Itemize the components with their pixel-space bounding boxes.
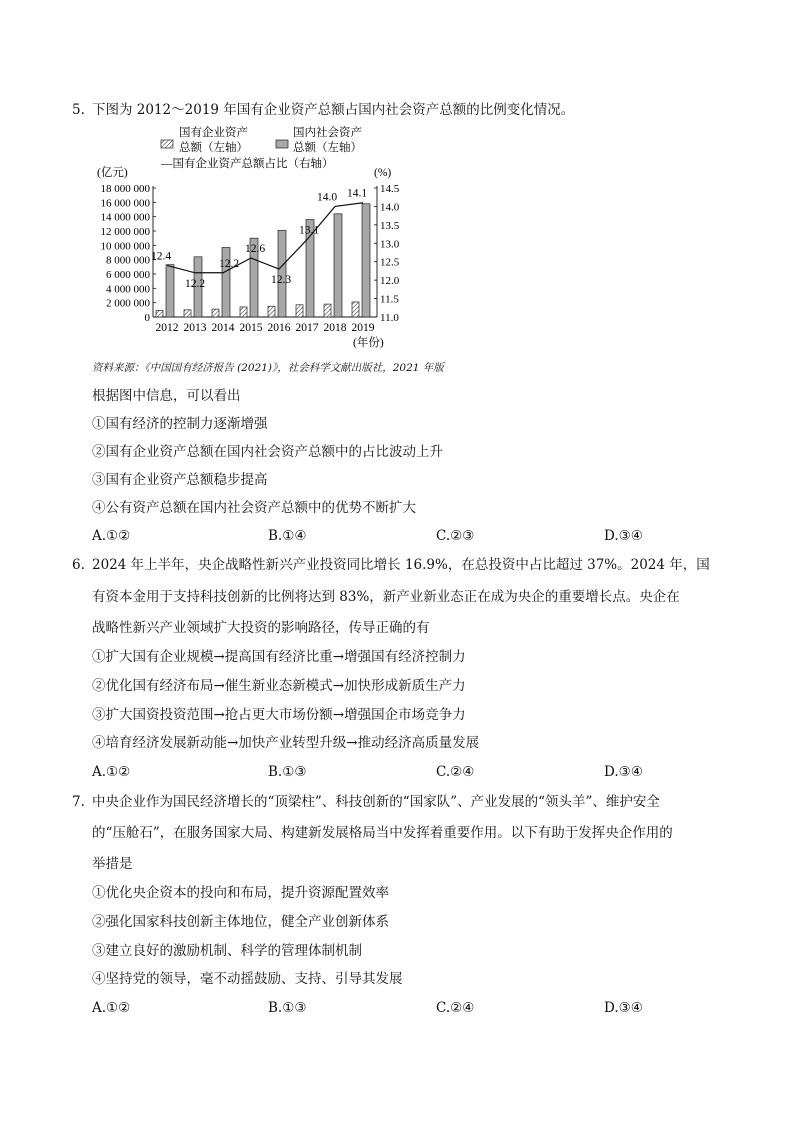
legend-label-ratio: —国有企业资产总额占比（右轴） (161, 158, 334, 170)
ratio-data-label: 12.4 (150, 250, 172, 263)
soe-asset-bar (156, 311, 163, 317)
q7-number: 7. (72, 794, 85, 810)
q5-stem: 下图为 2012～2019 年国有企业资产总额占国内社会资产总额的比例变化情况。 (92, 102, 575, 118)
chart-bars (156, 204, 370, 317)
q7-stem-line-2: 的“压舱石”，在服务国家大局、构建新发展格局当中发挥着重要作用。以下有助于发挥央企作用的 (92, 825, 673, 841)
social-asset-bar (166, 265, 174, 317)
q6-stem-line-1: 2024 年上半年，央企战略性新兴产业投资同比增长 16.9%，在总投资中占比超过 37%。2024 年，国 (92, 557, 710, 573)
legend-label-social-line1: 国内社会资产 (293, 127, 362, 139)
ratio-data-label: 14.1 (346, 187, 368, 200)
soe-asset-bar (296, 305, 303, 317)
x-tick-label: 2016 (267, 322, 291, 334)
q7-item-2: ②强化国家科技创新主体地位，健全产业创新体系 (92, 914, 389, 930)
q5-chart (95, 120, 425, 350)
q5-item-4: ④公有资产总额在国内社会资产总额中的优势不断扩大 (92, 500, 416, 516)
left-tick-label: 8 000 000 (106, 254, 150, 267)
q6-stem-line-3: 战略性新兴产业领域扩大投资的影响路径，传导正确的有 (92, 620, 430, 636)
q7-item-4: ④坚持党的领导，毫不动摇鼓励、支持、引导其发展 (92, 971, 403, 987)
ratio-data-label: 12.2 (218, 257, 240, 270)
q7-choice-b[interactable]: B.①③ (268, 1000, 307, 1016)
right-tick-label: 12.0 (380, 275, 400, 288)
q7-choice-c[interactable]: C.②④ (436, 1000, 475, 1016)
right-tick-label: 11.0 (380, 312, 399, 324)
right-tick-label: 13.0 (380, 238, 400, 251)
right-tick-label: 14.5 (380, 183, 400, 195)
q5-item-2: ②国有企业资产总额在国内社会资产总额中的占比波动上升 (92, 444, 443, 460)
x-tick-label: 2017 (295, 322, 319, 334)
social-asset-bar (362, 204, 370, 317)
q7-stem-line-3: 举措是 (92, 856, 133, 872)
right-tick-label: 13.5 (380, 219, 400, 232)
x-tick-label: 2015 (239, 322, 263, 334)
ratio-data-label: 13.1 (298, 224, 320, 237)
chart-source-note: 资料来源：《中国国有经济报告 (2021)》，社会科学文献出版社，2021 年版 (92, 362, 444, 374)
q7-item-3: ③建立良好的激励机制、科学的管理体制机制 (92, 943, 362, 959)
legend-label-soe-line1: 国有企业资产 (179, 127, 248, 139)
q6-choice-b[interactable]: B.①③ (268, 764, 307, 780)
soe-asset-bar (324, 304, 331, 317)
x-tick-label: 2014 (211, 322, 235, 334)
left-tick-label: 14 000 000 (100, 211, 150, 224)
left-tick-label: 12 000 000 (100, 226, 150, 238)
q5-lead: 根据图中信息，可以看出 (92, 388, 241, 404)
q7-choice-a[interactable]: A.①② (92, 1000, 131, 1016)
q5-choice-b[interactable]: B.①④ (268, 528, 307, 544)
social-asset-bar (334, 214, 342, 317)
q5-number: 5. (72, 102, 85, 118)
q6-choice-c[interactable]: C.②④ (436, 764, 475, 780)
q6-number: 6. (72, 557, 85, 573)
q6-item-4: ④培育经济发展新动能→加快产业转型升级→推动经济高质量发展 (92, 735, 480, 751)
x-axis-unit: (年份) (353, 337, 384, 349)
soe-asset-bar (352, 302, 359, 317)
q6-choice-d[interactable]: D.③④ (604, 764, 643, 780)
q6-item-1: ①扩大国有企业规模→提高国有经济比重→增强国有经济控制力 (92, 649, 466, 665)
soe-asset-bar (268, 306, 275, 317)
x-tick-label: 2018 (323, 322, 347, 334)
x-tick-label: 2019 (351, 322, 375, 334)
q5-choice-a[interactable]: A.①② (92, 528, 131, 544)
left-tick-label: 10 000 000 (100, 240, 150, 253)
left-tick-label: 18 000 000 (100, 183, 150, 195)
right-tick-label: 12.5 (380, 256, 400, 269)
ratio-data-label: 14.0 (316, 191, 338, 204)
ratio-data-label: 12.3 (270, 274, 292, 287)
chart-legend (160, 125, 362, 170)
soe-asset-bar (240, 307, 247, 317)
q5-item-3: ③国有企业资产总额稳步提高 (92, 472, 268, 488)
x-tick-label: 2012 (155, 322, 179, 334)
q6-item-2: ②优化国有经济布局→催生新业态新模式→加快形成新质生产力 (92, 678, 466, 694)
q7-item-1: ①优化央企资本的投向和布局，提升资源配置效率 (92, 885, 389, 901)
x-tick-label: 2013 (183, 322, 207, 334)
right-tick-label: 11.5 (380, 293, 399, 306)
left-tick-label: 6 000 000 (106, 269, 150, 281)
q6-choice-a[interactable]: A.①② (92, 764, 131, 780)
q6-stem-line-2: 有资本金用于支持科技创新的比例将达到 83%，新产业新业态正在成为央企的重要增长点。央企在 (92, 589, 680, 605)
right-axis-unit: (%) (374, 167, 392, 179)
q6-item-3: ③扩大国资投资范围→抢占更大市场份额→增强国企市场竞争力 (92, 707, 466, 723)
ratio-data-label: 12.6 (244, 243, 266, 256)
ratio-data-label: 12.2 (184, 277, 206, 290)
soe-asset-bar (184, 310, 191, 317)
legend-swatch-social (276, 140, 288, 148)
q5-item-1: ①国有经济的控制力逐渐增强 (92, 416, 268, 432)
q7-choice-d[interactable]: D.③④ (604, 1000, 643, 1016)
q5-choice-c[interactable]: C.②③ (436, 528, 475, 544)
left-tick-label: 16 000 000 (100, 197, 150, 210)
legend-label-social-line2: 总额（左轴） (293, 142, 362, 154)
q7-stem-line-1: 中央企业作为国民经济增长的“顶梁柱”、科技创新的“国家队”、产业发展的“领头羊”、维护安全 (92, 794, 660, 810)
legend-swatch-soe (161, 140, 173, 148)
left-axis-unit: (亿元) (97, 167, 128, 179)
legend-label-soe-line2: 总额（左轴） (179, 142, 248, 154)
q5-choice-d[interactable]: D.③④ (604, 528, 643, 544)
right-tick-label: 14.0 (380, 201, 400, 214)
left-tick-label: 4 000 000 (106, 283, 150, 296)
left-tick-label: 0 (144, 312, 150, 324)
soe-asset-bar (212, 309, 219, 317)
left-tick-label: 2 000 000 (106, 297, 150, 310)
